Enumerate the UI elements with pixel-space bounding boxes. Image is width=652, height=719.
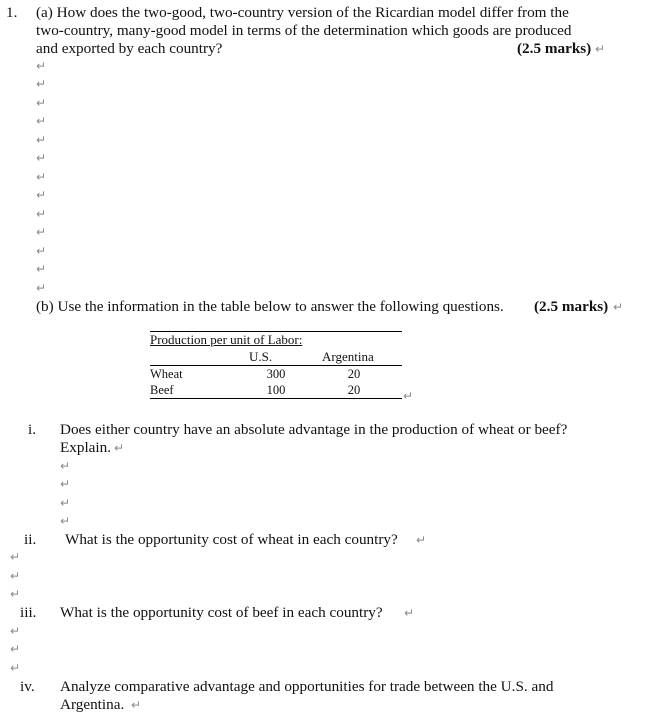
subquestion-ii-numeral: ii.: [24, 531, 37, 548]
paragraph-mark-icon: ↵: [36, 114, 47, 128]
row-label-wheat: Wheat: [150, 367, 183, 381]
paragraph-mark-icon: ↵: [36, 281, 47, 295]
paragraph-mark-icon: ↵: [36, 151, 47, 165]
paragraph-mark-icon: ↵: [595, 42, 606, 56]
cell-beef-us: 100: [266, 383, 286, 397]
paragraph-mark-icon: ↵: [114, 441, 125, 455]
paragraph-mark-icon: ↵: [36, 170, 47, 184]
cell-beef-argentina: 20: [347, 383, 361, 397]
paragraph-mark-icon: ↵: [10, 587, 21, 601]
subquestion-iii-line-1: What is the opportunity cost of beef in each country?: [60, 604, 383, 621]
table-title: Production per unit of Labor:: [150, 332, 303, 347]
paragraph-mark-icon: ↵: [416, 533, 427, 547]
subquestion-iv-numeral: iv.: [20, 678, 35, 695]
subquestion-iv-line-2: Argentina.: [60, 696, 125, 713]
subquestion-iv-line-1: Analyze comparative advantage and opportunities for trade between the U.S. and: [60, 678, 554, 695]
paragraph-mark-icon: ↵: [131, 698, 142, 712]
table-row: [150, 382, 402, 398]
paragraph-mark-icon: ↵: [10, 569, 21, 583]
row-label-beef: Beef: [150, 383, 174, 397]
production-table: [150, 366, 402, 398]
part-a-line-3: and exported by each country?: [36, 40, 223, 57]
subquestion-i-line-1: Does either country have an absolute advantage in the production of wheat or beef?: [60, 421, 568, 438]
paragraph-mark-icon: ↵: [36, 59, 47, 73]
table-bottom-rule: [150, 398, 402, 399]
subquestion-i-line-2: Explain.: [60, 439, 112, 456]
paragraph-mark-icon: ↵: [403, 389, 414, 403]
cell-wheat-us: 300: [266, 367, 286, 381]
part-a-line-2: two-country, many-good model in terms of the determination which goods are produced: [36, 22, 572, 39]
paragraph-mark-icon: ↵: [60, 459, 71, 473]
paragraph-mark-icon: ↵: [36, 262, 47, 276]
paragraph-mark-icon: ↵: [404, 606, 415, 620]
part-b-marks: (2.5 marks): [534, 298, 609, 315]
paragraph-mark-icon: ↵: [10, 642, 21, 656]
paragraph-mark-icon: ↵: [60, 477, 71, 491]
paragraph-mark-icon: ↵: [36, 225, 47, 239]
part-a-marks: (2.5 marks): [517, 40, 592, 57]
table-row: [150, 366, 402, 382]
question-number: 1.: [6, 4, 18, 21]
part-b-text: (b) Use the information in the table below to answer the following questions.: [36, 298, 504, 315]
part-a-line-1: (a) How does the two-good, two-country version of the Ricardian model differ from the: [36, 4, 569, 21]
column-header-us: U.S.: [249, 349, 273, 364]
paragraph-mark-icon: ↵: [613, 300, 624, 314]
paragraph-mark-icon: ↵: [10, 661, 21, 675]
paragraph-mark-icon: ↵: [36, 244, 47, 258]
paragraph-mark-icon: ↵: [10, 550, 21, 564]
paragraph-mark-icon: ↵: [36, 96, 47, 110]
paragraph-mark-icon: ↵: [36, 77, 47, 91]
paragraph-mark-icon: ↵: [60, 496, 71, 510]
subquestion-ii-line-1: What is the opportunity cost of wheat in each country?: [65, 531, 398, 548]
cell-wheat-argentina: 20: [347, 367, 361, 381]
paragraph-mark-icon: ↵: [36, 133, 47, 147]
subquestion-i-numeral: i.: [28, 421, 37, 438]
paragraph-mark-icon: ↵: [60, 514, 71, 528]
subquestion-iii-numeral: iii.: [20, 604, 37, 621]
paragraph-mark-icon: ↵: [36, 188, 47, 202]
column-header-argentina: Argentina: [322, 349, 374, 364]
paragraph-mark-icon: ↵: [10, 624, 21, 638]
paragraph-mark-icon: ↵: [36, 207, 47, 221]
